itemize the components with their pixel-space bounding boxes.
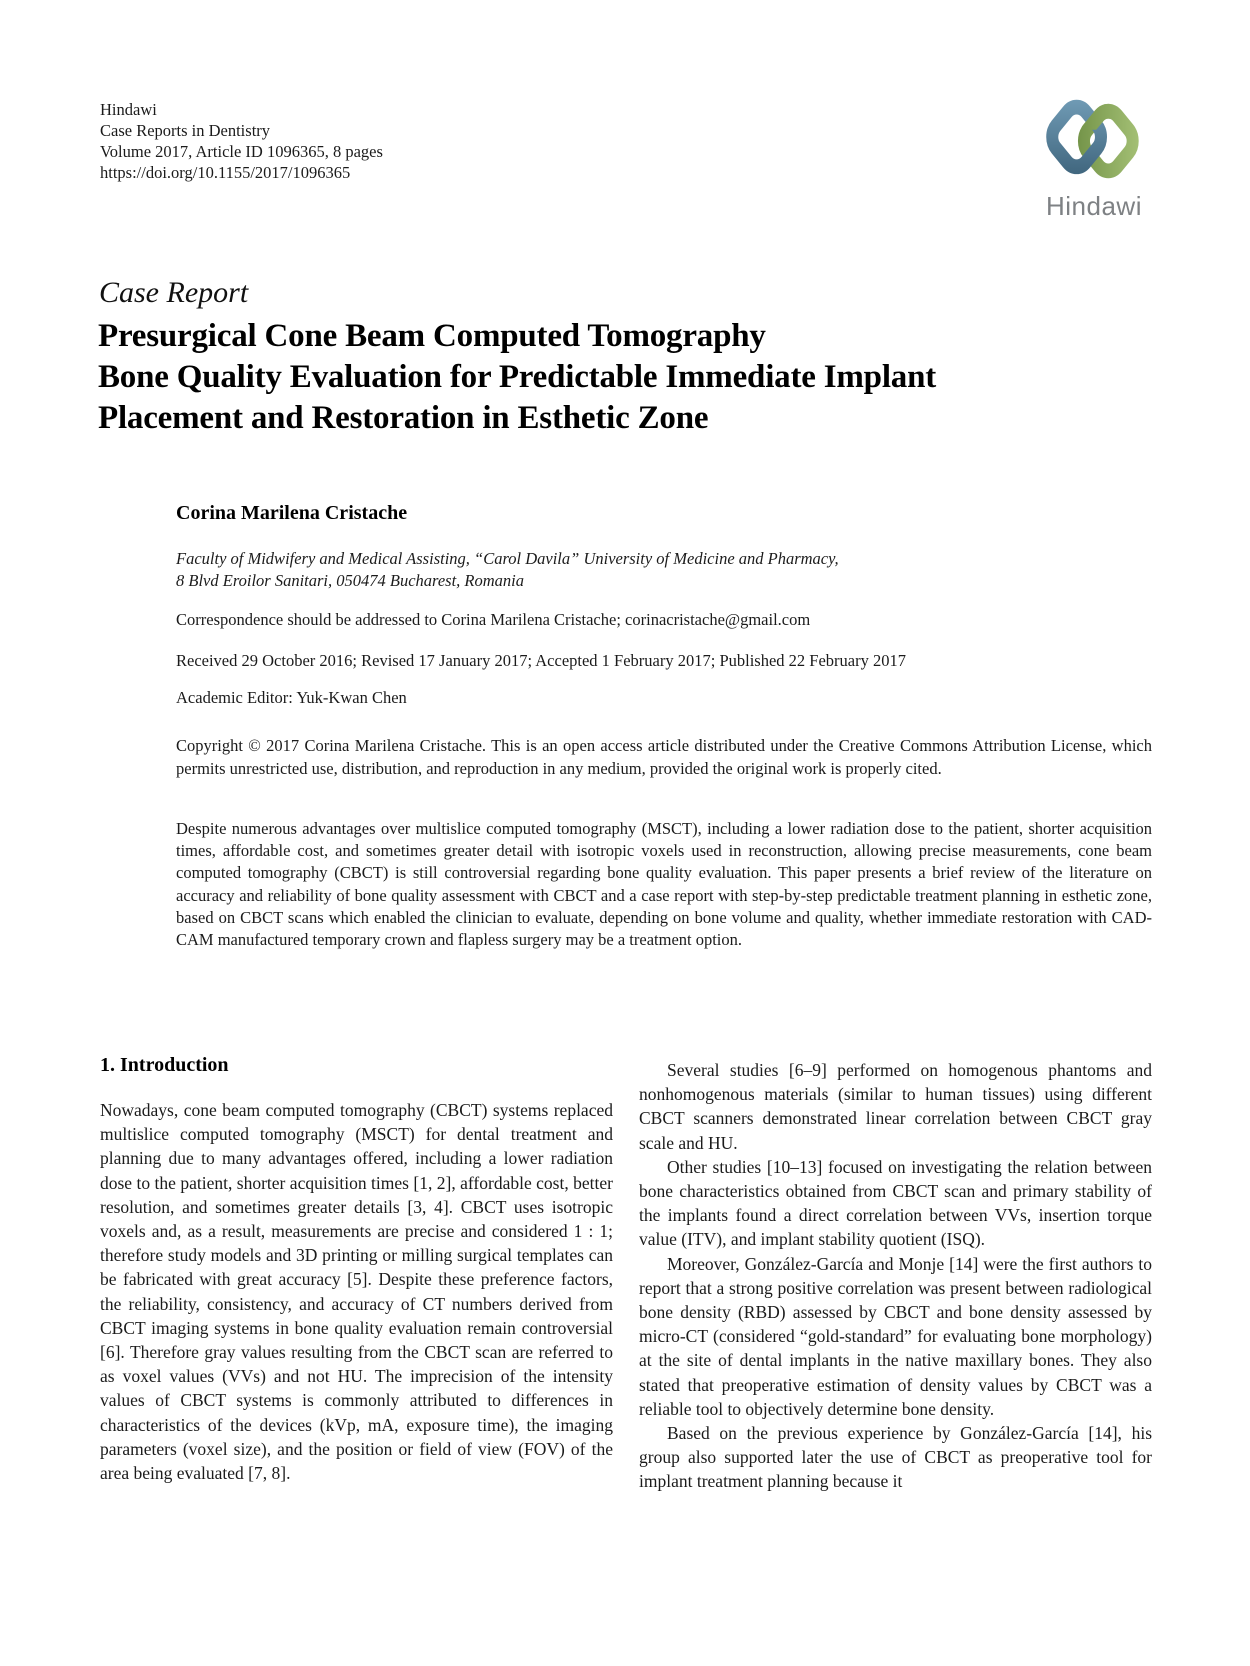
author-name: Corina Marilena Cristache: [176, 502, 408, 524]
article-type-label: Case Report: [99, 276, 249, 309]
article-title-line-2: Bone Quality Evaluation for Predictable Immediate Implant: [98, 359, 937, 395]
volume-info: Volume 2017, Article ID 1096365, 8 pages: [100, 142, 383, 161]
copyright-notice: Copyright © 2017 Corina Marilena Cristache. This is an open access article distributed under the Creative Commons Attribution License, which permits unrestricted use, distribution, and reproduction in any medium, provided the original work is properly cited.: [176, 736, 1152, 778]
article-history-line: Received 29 October 2016; Revised 17 January 2017; Accepted 1 February 2017; Published 22 February 2017: [176, 651, 906, 670]
article-title-line-1: Presurgical Cone Beam Computed Tomography: [98, 318, 766, 354]
intro-paragraph-4: Moreover, González-García and Monje [14] were the first authors to report that a strong positive correlation was present between radiological bone density (RBD) assessed by CBCT and bone density assessed by micro-CT (considered “gold-standard” for evaluating bone morphology) at the site of dental implants in the native maxillary bones. They also stated that preoperative estimation of density values by CBCT was a reliable tool to objectively determine bone density.: [639, 1253, 1152, 1419]
article-title-line-3: Placement and Restoration in Esthetic Zone: [98, 400, 709, 436]
correspondence-line: Correspondence should be addressed to Corina Marilena Cristache; corinacristache@gmail.com: [176, 610, 811, 629]
intro-paragraph-2: Several studies [6–9] performed on homogenous phantoms and nonhomogenous materials (similar to human tissues) using different CBCT scanners demonstrated linear correlation between CBCT gray scale and HU.: [639, 1060, 1152, 1153]
intro-paragraph-1: Nowadays, cone beam computed tomography (CBCT) systems replaced multislice computed tomography (MSCT) for dental treatment and planning due to many advantages offered, including a lower radiation dose to the patient, shorter acquisition times [1, 2], affordable cost, better resolution, and sometimes greater details [3, 4]. CBCT uses isotropic voxels and, as a result, measurements are precise and considered 1 : 1; therefore study models and 3D printing or milling surgical templates can be fabricated with great accuracy [5]. Despite these preference factors, the reliability, consistency, and accuracy of CT numbers derived from CBCT imaging systems in bone quality evaluation remain controversial [6]. Therefore gray values resulting from the CBCT scan are referred to as voxel values (VVs) and not HU. The imprecision of the intensity values of CBCT systems is commonly attributed to differences in characteristics of the devices (kVp, mA, exposure time), the imaging parameters (voxel size), and the position or field of view (FOV) of the area being evaluated [7, 8].: [100, 1100, 613, 1484]
doi-link: https://doi.org/10.1155/2017/1096365: [100, 163, 351, 182]
intro-paragraph-3: Other studies [10–13] focused on investigating the relation between bone characteristics obtained from CBCT scan and primary stability of the implants found a direct correlation between VVs, insertion torque value (ITV), and implant stability quotient (ISQ).: [639, 1156, 1152, 1250]
hindawi-logo: [1038, 94, 1150, 222]
body-column-left: [100, 1052, 613, 1485]
masthead: [100, 99, 383, 183]
hindawi-wordmark: Hindawi: [1046, 191, 1142, 221]
affiliation-line-2: 8 Blvd Eroilor Sanitari, 050474 Bucharest, Romania: [176, 571, 525, 590]
affiliation-line-1: Faculty of Midwifery and Medical Assisting, “Carol Davila” University of Medicine and Pharmacy,: [176, 549, 839, 568]
section-heading-introduction: 1. Introduction: [100, 1054, 229, 1076]
author-affiliation: [176, 548, 839, 592]
body-column-right: [639, 1058, 1152, 1494]
journal-name: Case Reports in Dentistry: [100, 121, 271, 140]
publisher-name: Hindawi: [100, 100, 157, 119]
article-title: [98, 316, 1153, 439]
intro-paragraph-5: Based on the previous experience by González-García [14], his group also supported later the use of CBCT as preoperative tool for implant treatment planning because it: [639, 1423, 1152, 1492]
academic-editor-line: Academic Editor: Yuk-Kwan Chen: [176, 688, 407, 707]
abstract-text: Despite numerous advantages over multislice computed tomography (MSCT), including a lower radiation dose to the patient, shorter acquisition times, affordable cost, and sometimes greater detail with isotropic voxels used in reconstruction, allowing precise measurements, cone beam computed tomography (CBCT) is still controversial regarding bone quality evaluation. This paper presents a brief review of the literature on accuracy and reliability of bone quality assessment with CBCT and a case report with step-by-step predictable treatment planning in esthetic zone, based on CBCT scans which enabled the clinician to evaluate, depending on bone volume and quality, whether immediate restoration with CAD-CAM manufactured temporary crown and flapless surgery may be a treatment option.: [176, 819, 1152, 950]
hindawi-logo-icon: [1042, 94, 1146, 184]
